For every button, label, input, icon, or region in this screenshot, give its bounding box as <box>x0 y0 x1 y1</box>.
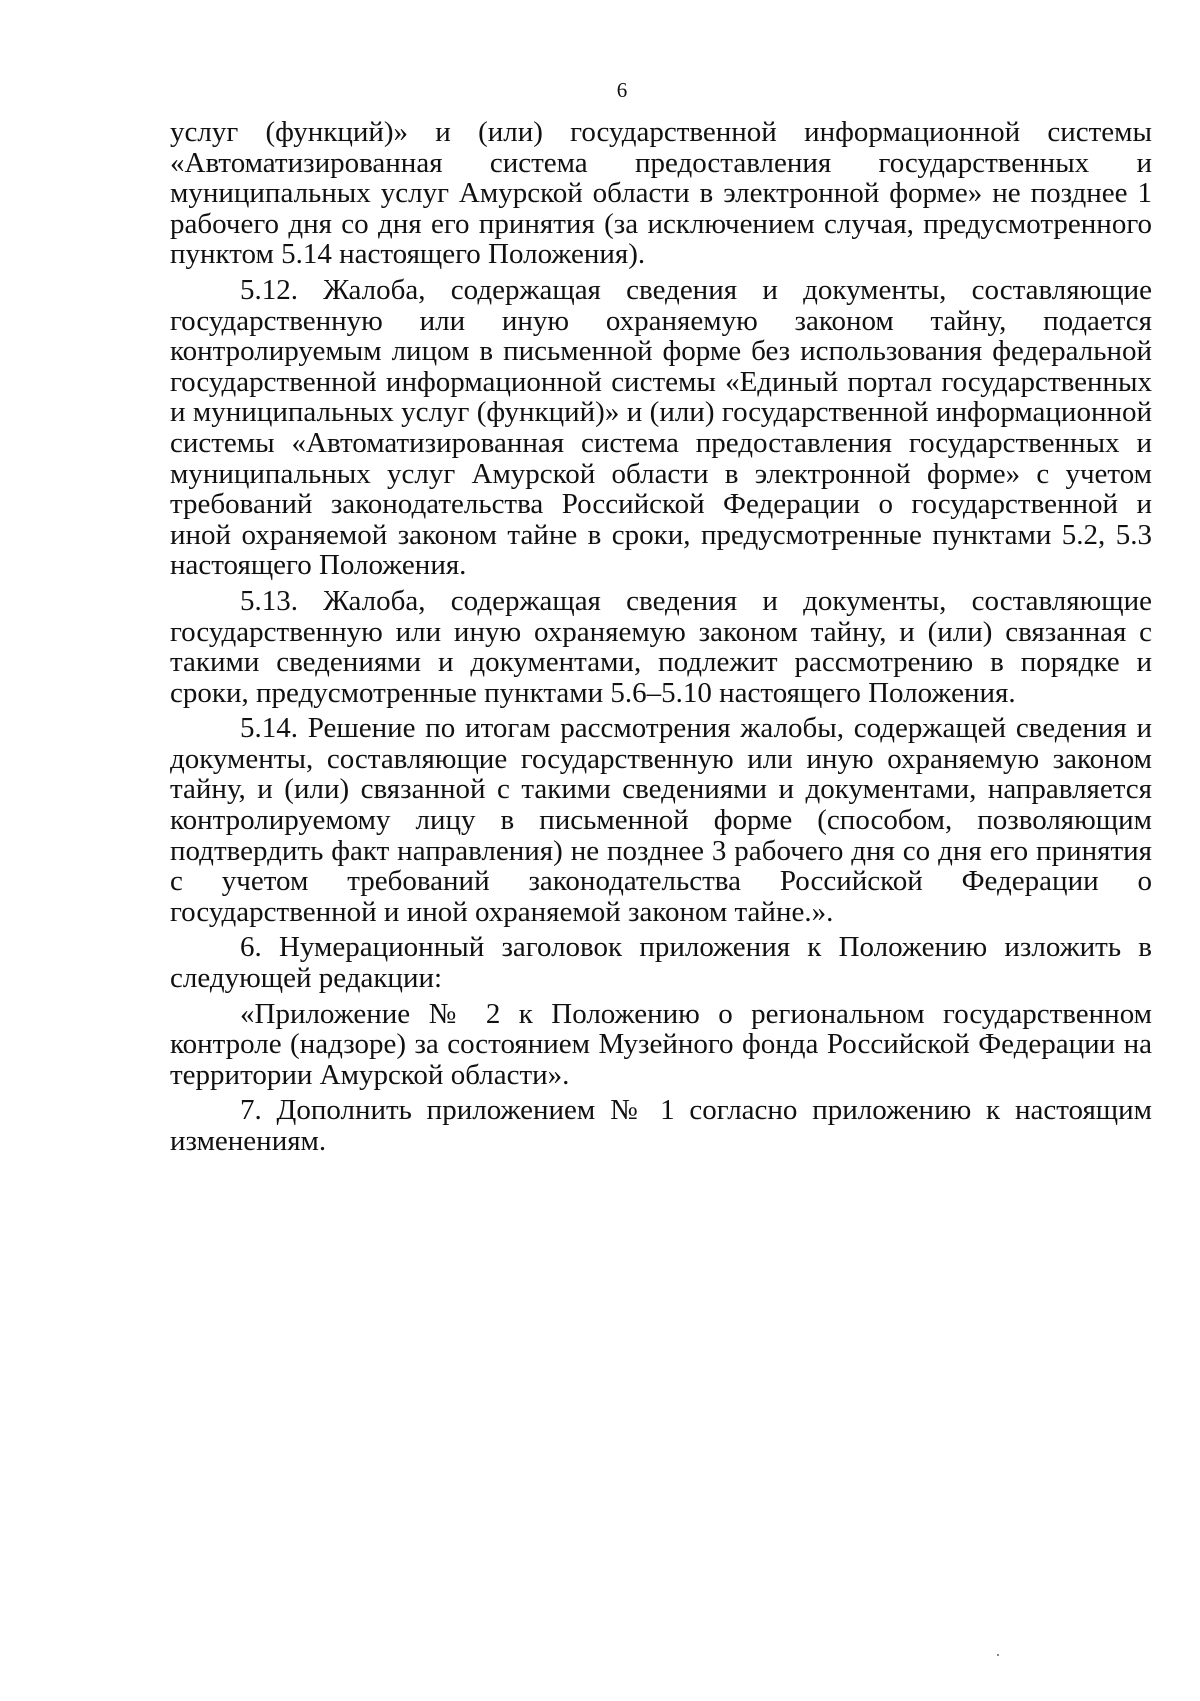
document-body <box>170 117 1152 1157</box>
paragraph-appendix-heading: «Приложение № 2 к Положению о региональном государственном контроле (надзоре) за состоянием Музейного фонда Российской Федерации на территории Амурской области». <box>170 997 1152 1091</box>
paragraph-continuation: услуг (функций)» и (или) государственной информационной системы «Автоматизированная система предоставления государственных и муниципальных услуг Амурской области в электронной форме» не позднее 1 рабочего дня со дня его принятия (за исключением случая, предусмотренного пунктом 5.14 настоящего Положения). <box>170 116 1152 271</box>
paragraph-5-12: 5.12. Жалоба, содержащая сведения и документы, составляющие государственную или иную охраняемую законом тайну, подается контролируемым лицом в письменной форме без использования федеральной государственной информационной системы «Единый портал государственных и муниципальных услуг (функций)» и (или) государственной информационной системы «Автоматизированная система предоставления государственных и муниципальных услуг Амурской области в электронной форме» с учетом требований законодательства Российской Федерации о государственной и иной охраняемой законом тайне в сроки, предусмотренные пунктами 5.2, 5.3 настоящего Положения. <box>170 273 1152 582</box>
paragraph-7: 7. Дополнить приложением № 1 согласно приложению к настоящим изменениям. <box>170 1094 1152 1157</box>
page-number: 6 <box>616 78 628 102</box>
paragraph-6: 6. Нумерационный заголовок приложения к Положению изложить в следующей редакции: <box>170 931 1152 995</box>
paragraph-5-14: 5.14. Решение по итогам рассмотрения жалобы, содержащей сведения и документы, составляющие государственную или иную охраняемую законом тайну, и (или) связанной с такими сведениями и документами, направляется контролируемому лицу в письменной форме (способом, позволяющим подтвердить факт направления) не позднее 3 рабочего дня со дня его принятия с учетом требований законодательства Российской Федерации о государственной и иной охраняемой законом тайне.». <box>170 712 1152 928</box>
scan-speck <box>997 1654 999 1656</box>
paragraph-5-13: 5.13. Жалоба, содержащая сведения и документы, составляющие государственную или иную охраняемую законом тайну, и (или) связанная с такими сведениями и документами, подлежит рассмотрению в порядке и сроки, предусмотренные пунктами 5.6–5.10 настоящего Положения. <box>170 584 1152 709</box>
